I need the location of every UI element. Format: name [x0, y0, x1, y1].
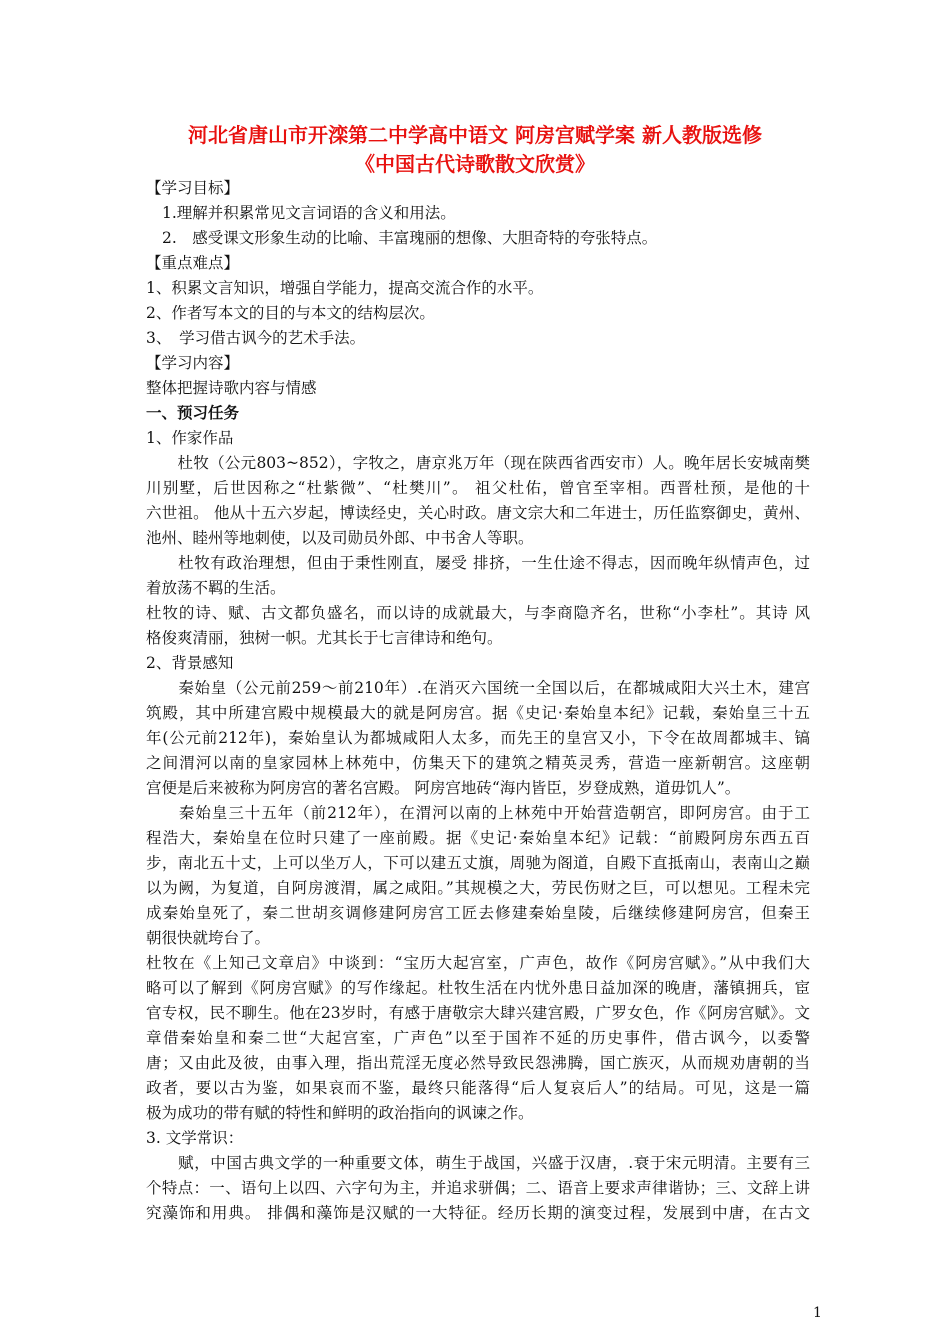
- difficulties-heading: 【重点难点】: [146, 254, 240, 272]
- page-number: 1: [813, 1305, 822, 1321]
- text-line: 唐；又由此及彼，由事入理，指出荒淫无度必然导致民怨沸腾，国亡族灭，从而规劝唐朝的当: [146, 1054, 810, 1072]
- text-line: 杜牧（公元803~852），字牧之，唐京兆万年（现在陕西省西安市）人。晚年居长安城南樊: [146, 454, 810, 472]
- paragraph-construction: [146, 801, 810, 951]
- text-line: 秦始皇三十五年（前212年），在渭河以南的上林苑中开始营造朝宫，即阿房宫。由于工: [146, 804, 810, 822]
- text-line: 之间渭河以南的皇家园林上林苑中，仿集天下的建筑之精英灵秀，营造一座新朝宫。这座朝: [146, 754, 810, 772]
- text-line: 步，南北五十丈，上可以坐万人，下可以建五丈旗，周驰为阁道，自殿下直抵南山，表南山之巅: [146, 854, 810, 872]
- document-title-line-1: 河北省唐山市开滦第二中学高中语文 阿房宫赋学案 新人教版选修: [188, 123, 762, 147]
- paragraph-fu-genre: [146, 1151, 810, 1226]
- text-line: 年(公元前212年)，秦始皇认为都城咸阳人太多，而先王的皇宫又小，下令在故周都城丰、镐: [146, 729, 810, 747]
- text-line: 章借秦始皇和秦二世“大起宫室，广声色”以至于国祚不延的历史事件，借古讽今，以委警: [146, 1029, 810, 1047]
- section-heading-preview-task: 一、预习任务: [146, 404, 240, 422]
- paragraph-qin-palace: [146, 676, 810, 801]
- text-line: 川别墅，后世因称之“杜紫微”、“杜樊川”。 祖父杜佑，曾官至宰相。西晋杜预，是他的十: [146, 479, 810, 497]
- paragraph-author-poetry: [146, 601, 810, 651]
- objective-item: 1.理解并积累常见文言词语的含义和用法。: [162, 204, 456, 222]
- difficulty-item: 1、积累文言知识，增强自学能力，提高交流合作的水平。: [146, 279, 544, 297]
- text-line: 以为阙，为复道，自阿房渡渭，属之咸阳。”其规模之大，劳民伤财之巨，可以想见。工程未完: [146, 879, 810, 897]
- text-line: 政者，要以古为鉴，如果哀而不鉴，最终只能落得“后人复哀后人”的结局。可见，这是一篇: [146, 1079, 810, 1097]
- text-line: 池州、睦州等地刺使，以及司勋员外郎、中书舍人等职。: [146, 529, 534, 547]
- text-line: 筑殿，其中所建宫殿中规模最大的就是阿房宫。据《史记·秦始皇本纪》记载，秦始皇三十五: [146, 704, 810, 722]
- text-line: 宫便是后来被称为阿房宫的著名宫殿。 阿房宫地砖“海内皆臣，岁登成熟，道毋饥人”。: [146, 779, 741, 797]
- text-line: 杜牧的诗、赋、古文都负盛名，而以诗的成就最大，与李商隐齐名，世称“小李杜”。其诗 风: [146, 604, 810, 622]
- text-line: 朝很快就垮台了。: [146, 929, 271, 947]
- objectives-heading: 【学习目标】: [146, 179, 240, 197]
- subsection-author-works: 1、作家作品: [146, 429, 234, 447]
- content-heading: 【学习内容】: [146, 354, 240, 372]
- text-line: 程浩大，秦始皇在位时只建了一座前殿。据《史记·秦始皇本纪》记载：“前殿阿房东西五百: [146, 829, 810, 847]
- objective-item: 2. 感受课文形象生动的比喻、丰富瑰丽的想像、大胆奇特的夸张特点。: [162, 229, 658, 247]
- text-line: 秦始皇（公元前259～前210年）.在消灭六国统一全国以后，在都城咸阳大兴土木，建宫: [146, 679, 810, 697]
- paragraph-writing-origin: [146, 951, 810, 1126]
- text-line: 略可以了解到《阿房宫赋》的写作缘起。杜牧生活在内忧外患日益加深的晚唐，藩镇拥兵，宦: [146, 979, 810, 997]
- content-intro: 整体把握诗歌内容与情感: [146, 379, 317, 397]
- text-line: 着放荡不羁的生活。: [146, 579, 286, 597]
- paragraph-author-career: [146, 551, 810, 601]
- subsection-literary-knowledge: 3. 文学常识：: [146, 1129, 244, 1147]
- text-line: 极为成功的带有赋的特性和鲜明的政治指向的讽谏之作。: [146, 1104, 534, 1122]
- paragraph-author-bio: [146, 451, 810, 551]
- text-line: 官专权，民不聊生。他在23岁时，有感于唐敬宗大肆兴建宫殿，广罗女色，作《阿房宫赋》。文: [146, 1004, 810, 1022]
- text-line: 杜牧在《上知己文章启》中谈到：“宝历大起宫室，广声色，故作《阿房宫赋》。”从中我们大: [146, 954, 810, 972]
- subsection-background: 2、背景感知: [146, 654, 234, 672]
- text-line: 究藻饰和用典。 排偶和藻饰是汉赋的一大特征。经历长期的演变过程，发展到中唐，在古文: [146, 1204, 810, 1222]
- text-line: 个特点：一、语句上以四、六字句为主，并追求骈偶；二、语音上要求声律谐协；三、文辞上讲: [146, 1179, 810, 1197]
- document-title-line-2: 《中国古代诗歌散文欣赏》: [355, 152, 595, 176]
- difficulty-item: 2、作者写本文的目的与本文的结构层次。: [146, 304, 435, 322]
- text-line: 六世祖。 他从十五六岁起，博读经史，关心时政。唐文宗大和二年进士，历任监察御史，黄州、: [146, 504, 810, 522]
- difficulty-item: 3、 学习借古讽今的艺术手法。: [146, 329, 366, 347]
- text-line: 格俊爽清丽，独树一帜。尤其长于七言律诗和绝句。: [146, 629, 503, 647]
- text-line: 杜牧有政治理想，但由于秉性刚直，屡受 排挤，一生仕途不得志，因而晚年纵情声色，过: [146, 554, 810, 572]
- text-line: 赋，中国古典文学的一种重要文体，萌生于战国，兴盛于汉唐，.衰于宋元明清。主要有三: [146, 1154, 810, 1172]
- text-line: 成秦始皇死了，秦二世胡亥调修建阿房宫工匠去修建秦始皇陵，后继续修建阿房宫，但秦王: [146, 904, 810, 922]
